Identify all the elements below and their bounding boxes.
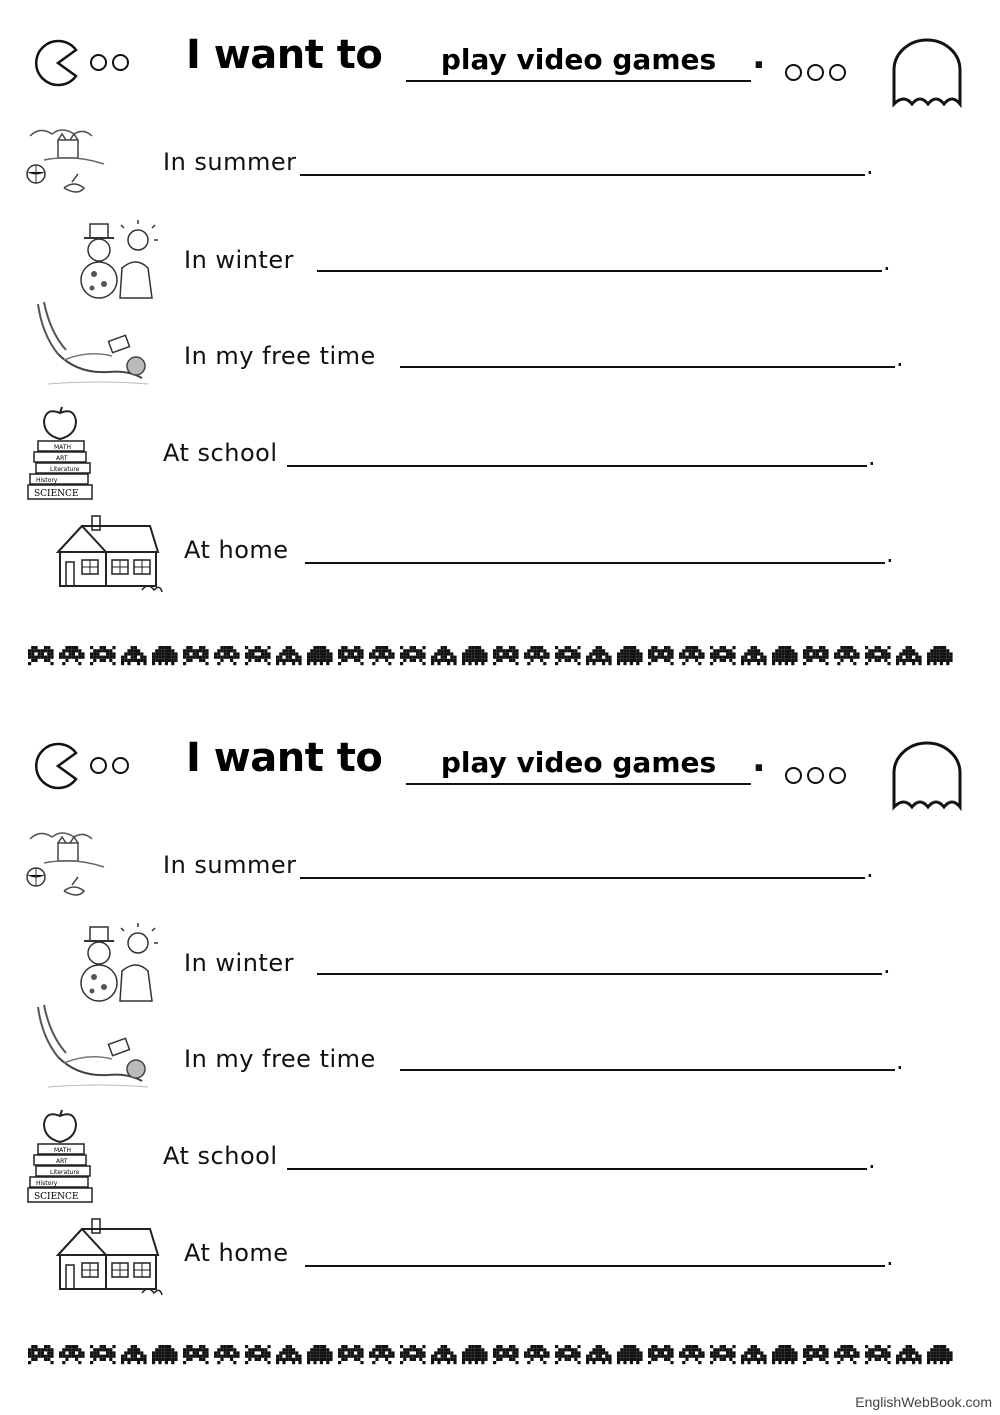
game-sprite-icon: [834, 646, 860, 665]
game-sprite-icon: [927, 646, 953, 665]
game-sprite-icon: [121, 646, 147, 665]
pellets-right: [785, 64, 851, 85]
book-label: ART: [56, 455, 68, 462]
game-sprite-icon: [245, 1345, 271, 1364]
game-sprite-icon: [214, 1345, 240, 1364]
book-label: History: [36, 1180, 58, 1187]
worksheet-bottom: [0, 703, 1000, 1403]
answer-line-winter[interactable]: [317, 973, 882, 975]
book-label: SCIENCE: [34, 1192, 79, 1202]
game-sprite-icon: [741, 646, 767, 665]
answer-line-summer[interactable]: [300, 877, 865, 879]
game-sprite-icon: [90, 1345, 116, 1364]
game-sprite-icon: [896, 1345, 922, 1364]
game-sprite-icon: [307, 1345, 333, 1364]
title-answer: play video games: [440, 746, 717, 779]
video-game-characters-strip: [28, 640, 958, 674]
ghost-icon: [890, 741, 964, 813]
books-apple-icon: [24, 405, 96, 505]
answer-line-home[interactable]: [305, 1265, 885, 1267]
game-sprite-icon: [493, 646, 519, 665]
title-answer-line: [406, 743, 751, 785]
game-sprite-icon: [803, 646, 829, 665]
ghost-icon: [890, 38, 964, 110]
prompt-label: In winter: [184, 949, 294, 977]
title-answer-line: [406, 40, 751, 82]
game-sprite-icon: [276, 646, 302, 665]
prompt-row-school: MATH ART Literature History SCIENCE At school .: [0, 1108, 1000, 1208]
game-sprite-icon: [524, 646, 550, 665]
game-sprite-icon: [28, 1345, 54, 1364]
book-label: History: [36, 477, 58, 484]
reading-girl-icon: [28, 1001, 158, 1101]
game-sprite-icon: [710, 1345, 736, 1364]
pellets-left: [90, 54, 134, 75]
answer-line-free-time[interactable]: [400, 1069, 895, 1071]
game-sprite-icon: [679, 646, 705, 665]
game-sprite-icon: [59, 646, 85, 665]
game-sprite-icon: [617, 646, 643, 665]
game-sprite-icon: [400, 646, 426, 665]
game-sprite-icon: [679, 1345, 705, 1364]
prompt-row-home: At home .: [0, 1215, 1000, 1305]
house-icon: [54, 514, 164, 598]
snowman-icon: [72, 921, 162, 1011]
worksheet-top: [0, 0, 1000, 700]
pellets-right: [785, 767, 851, 788]
page-title: I want to: [186, 735, 383, 781]
game-sprite-icon: [493, 1345, 519, 1364]
game-sprite-icon: [555, 646, 581, 665]
game-sprite-icon: [183, 1345, 209, 1364]
game-sprite-icon: [462, 1345, 488, 1364]
pellets-left: [90, 757, 134, 778]
beach-icon: [22, 118, 112, 208]
house-icon: [54, 1217, 164, 1301]
game-sprite-icon: [276, 1345, 302, 1364]
prompt-row-school: MATH ART Literature History SCIENCE At school .: [0, 405, 1000, 505]
prompt-label: At school: [163, 439, 278, 467]
game-sprite-icon: [28, 646, 54, 665]
prompt-row-home: At home .: [0, 512, 1000, 602]
prompt-label: In my free time: [184, 1045, 376, 1073]
book-label: ART: [56, 1158, 68, 1165]
pacman-icon: [32, 38, 82, 88]
game-sprite-icon: [369, 1345, 395, 1364]
beach-icon: [22, 821, 112, 911]
game-sprite-icon: [152, 1345, 178, 1364]
worksheet-header: I want to play video games .: [0, 0, 1000, 110]
game-sprite-icon: [648, 646, 674, 665]
game-sprite-icon: [865, 646, 891, 665]
worksheet-header: I want to play video games .: [0, 703, 1000, 813]
game-sprite-icon: [896, 646, 922, 665]
game-sprite-icon: [245, 646, 271, 665]
reading-girl-icon: [28, 298, 158, 398]
books-apple-icon: [24, 1108, 96, 1208]
prompt-label: At home: [184, 1239, 289, 1267]
answer-line-winter[interactable]: [317, 270, 882, 272]
game-sprite-icon: [431, 646, 457, 665]
answer-line-home[interactable]: [305, 562, 885, 564]
game-sprite-icon: [586, 646, 612, 665]
prompt-label: At home: [184, 536, 289, 564]
prompt-row-free-time: In my free time .: [0, 298, 1000, 398]
game-sprite-icon: [90, 646, 116, 665]
game-sprite-icon: [183, 646, 209, 665]
pacman-icon: [32, 741, 82, 791]
game-sprite-icon: [772, 1345, 798, 1364]
prompt-label: In summer: [163, 148, 297, 176]
book-label: MATH: [54, 444, 71, 451]
book-label: MATH: [54, 1147, 71, 1154]
page-title: I want to: [186, 32, 383, 78]
prompt-row-summer: In summer .: [0, 118, 1000, 208]
answer-line-free-time[interactable]: [400, 366, 895, 368]
game-sprite-icon: [524, 1345, 550, 1364]
book-label: SCIENCE: [34, 489, 79, 499]
prompt-row-winter: In winter .: [0, 921, 1000, 1011]
game-sprite-icon: [648, 1345, 674, 1364]
prompt-label: In winter: [184, 246, 294, 274]
title-answer: play video games: [440, 43, 717, 76]
game-sprite-icon: [834, 1345, 860, 1364]
game-sprite-icon: [741, 1345, 767, 1364]
book-label: Literature: [50, 1169, 80, 1176]
book-label: Literature: [50, 466, 80, 473]
prompt-row-free-time: In my free time .: [0, 1001, 1000, 1101]
game-sprite-icon: [338, 1345, 364, 1364]
game-sprite-icon: [586, 1345, 612, 1364]
game-sprite-icon: [865, 1345, 891, 1364]
game-sprite-icon: [772, 646, 798, 665]
snowman-icon: [72, 218, 162, 308]
game-sprite-icon: [338, 646, 364, 665]
game-sprite-icon: [307, 646, 333, 665]
game-sprite-icon: [400, 1345, 426, 1364]
game-sprite-icon: [803, 1345, 829, 1364]
answer-line-school[interactable]: [287, 1168, 867, 1170]
game-sprite-icon: [369, 646, 395, 665]
game-sprite-icon: [214, 646, 240, 665]
footer-credit: EnglishWebBook.com: [855, 1394, 992, 1410]
game-sprite-icon: [59, 1345, 85, 1364]
answer-line-school[interactable]: [287, 465, 867, 467]
prompt-label: In my free time: [184, 342, 376, 370]
prompt-row-summer: In summer .: [0, 821, 1000, 911]
game-sprite-icon: [555, 1345, 581, 1364]
game-sprite-icon: [927, 1345, 953, 1364]
game-sprite-icon: [462, 646, 488, 665]
game-sprite-icon: [152, 646, 178, 665]
game-sprite-icon: [710, 646, 736, 665]
game-sprite-icon: [121, 1345, 147, 1364]
game-sprite-icon: [431, 1345, 457, 1364]
game-sprite-icon: [617, 1345, 643, 1364]
answer-line-summer[interactable]: [300, 174, 865, 176]
prompt-row-winter: In winter .: [0, 218, 1000, 308]
video-game-characters-strip: [28, 1339, 958, 1373]
prompt-label: In summer: [163, 851, 297, 879]
prompt-label: At school: [163, 1142, 278, 1170]
